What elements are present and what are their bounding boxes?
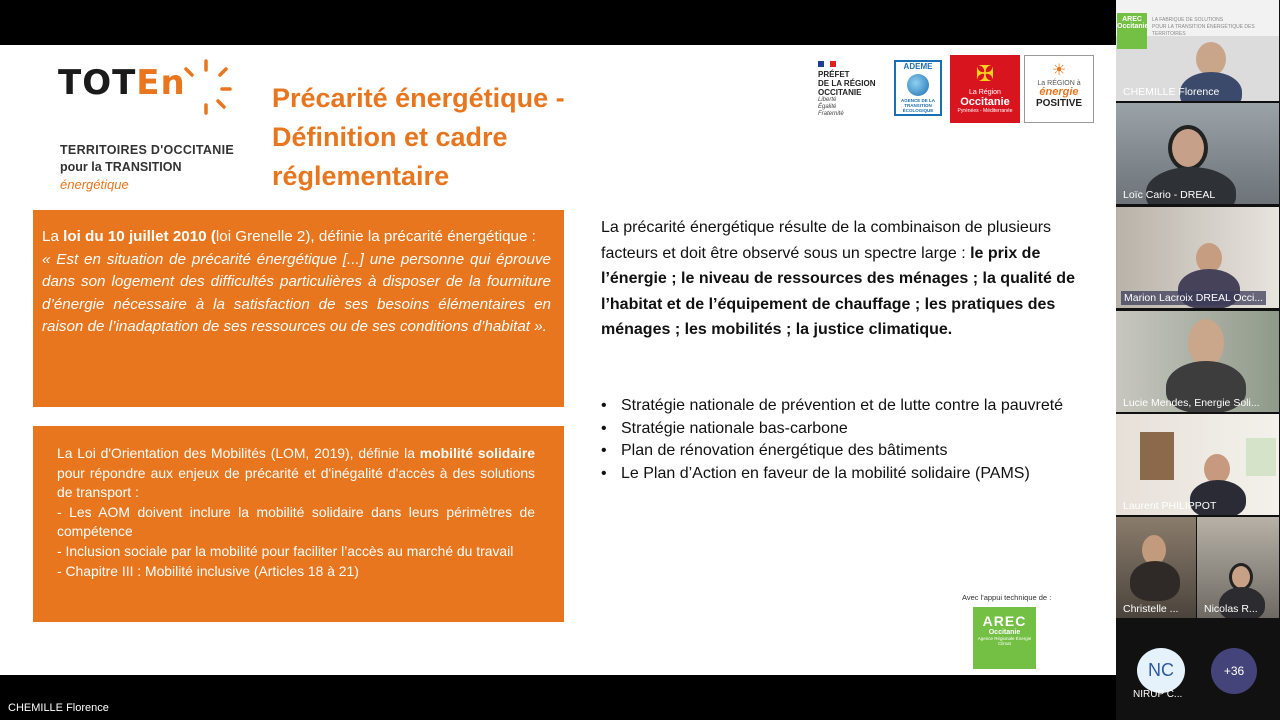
participant-name: Nicolas R... [1204,603,1258,615]
participant-video [1168,125,1208,171]
participant-tile[interactable] [1116,414,1279,515]
participant-video [1130,561,1180,601]
definition-text: La précarité énergétique résulte de la combinaison de plusieurs facteurs et doit être observé sous un spectre large : [601,219,1052,262]
occitanie-top: La Région [969,89,1001,96]
law-2010-box [33,210,564,407]
prefet-motto: Liberté [818,97,837,103]
tile-header [1116,0,1279,36]
participant-tile[interactable] [1116,103,1279,204]
logo-word-tot: TOT [58,63,137,103]
shared-slide [0,45,1116,675]
globe-icon [907,74,929,96]
box1-intro-rest: loi Grenelle 2), définie la précarité énergétique : [215,228,536,245]
prefet-line: PRÉFET [818,70,850,79]
tile-header-line: POUR LA TRANSITION ÉNERGÉTIQUE DES TERRITOIRES [1152,24,1255,37]
more-participants-button[interactable]: +36 [1211,648,1257,694]
ademe-logo [894,60,942,116]
logo-word [58,63,186,103]
participant-video [1196,42,1226,76]
slide-title [272,79,612,196]
avatar-name: NIRUP C... [1133,689,1183,700]
list-item: • Stratégie nationale bas-carbone [601,418,1071,441]
arec-caption: Avec l'appui technique de : [962,593,1052,602]
ademe-label: ADEME [903,62,933,71]
ademe-sub: AGENCE DE LA TRANSITION ÉCOLOGIQUE [900,98,935,113]
prefet-line: OCCITANIE [818,88,862,97]
occitanie-sub: Pyrénées - Méditerranée [957,108,1013,114]
arec-logo [973,607,1036,669]
occitanie-big: Occitanie [960,96,1010,108]
participant-name: CHEMILLE Florence [1123,86,1220,98]
list-item: • Le Plan d’Action en faveur de la mobilité solidaire (PAMS) [601,463,1071,486]
positive-bottom: POSITIVE [1035,98,1083,109]
title-line: réglementaire [272,161,450,191]
tile-header-text [1152,17,1279,38]
logo-word-en: En [136,63,186,103]
title-line: Définition et cadre [272,122,508,152]
wall-map [1246,438,1276,476]
participant-avatar[interactable]: NC [1137,648,1185,693]
box2-intro-bold: mobilité solidaire [419,445,535,461]
box1-intro: La [42,228,64,245]
list-item: • Stratégie nationale de prévention et de lutte contre la pauvreté [601,395,1071,418]
french-flag-icon [818,61,836,67]
definition-factors: le prix de l’énergie ; le niveau de ressources des ménages ; la qualité de l’habitat et de l’équipement de chauffage ; les pratiques des ménages ; les mobilités ; la justice climatique. [601,244,1075,338]
wall-picture [1140,432,1174,480]
box2-item: - Chapitre III : Mobilité inclusive (Articles 18 à 21) [57,562,359,579]
participant-name: Loïc Cario - DREAL [1123,189,1216,201]
participant-name: Marion Lacroix DREAL Occi... [1121,291,1266,305]
arec-region: Occitanie [988,629,1021,636]
participant-panel[interactable] [1116,0,1280,720]
region-positive-logo [1024,55,1094,123]
tile-header-line: LA FABRIQUE DE SOLUTIONS [1152,17,1224,23]
participant-name: Lucie Mendes, Energie Soli... [1123,397,1260,409]
participant-tile[interactable] [1116,0,1279,101]
strategy-list [601,395,1071,485]
lom-2019-box [33,426,564,622]
arec-tile-logo: AREC Occitanie [1117,13,1147,49]
occitanie-logo [950,55,1020,123]
participant-tile[interactable] [1116,207,1279,308]
sun-icon [176,57,236,117]
participant-tile[interactable] [1116,517,1196,618]
participant-video [1188,319,1224,367]
toten-logo [58,63,186,103]
arec-sub: Agence Régionale Énergie Climat [977,636,1032,646]
positive-top: La RÉGION à [1037,80,1081,87]
arec-name: AREC [982,613,1027,629]
logo-line-1: TERRITOIRES D'OCCITANIE [60,143,235,157]
box2-intro-rest: pour répondre aux enjeux de précarité et d'inégalité d'accès à des solutions de transport : [57,464,535,501]
box2-item: - Les AOM doivent inclure la mobilité solidaire dans leurs périmètres de compétence [57,503,535,540]
box1-intro-bold: loi du 10 juillet 2010 ( [63,228,216,245]
list-item: • Plan de rénovation énergétique des bâtiments [601,440,1071,463]
title-line: Précarité énergétique - [272,83,565,113]
prefet-motto: Fraternité [818,111,844,117]
logo-line-2: pour la TRANSITION [60,160,182,174]
participant-name: Laurent PHILIPPOT [1123,500,1217,512]
sun-icon: ☀ [1051,62,1067,79]
presenter-name: CHEMILLE Florence [8,702,109,714]
logo-line-3: énergétique [60,177,129,192]
prefet-motto: Égalité [818,104,837,110]
prefet-logo [818,61,888,118]
box2-item: - Inclusion sociale par la mobilité pour faciliter l’accès au marché du travail [57,542,514,559]
box1-quote: « Est en situation de précarité énergétique [...] une personne qui éprouve dans son logement des difficultés particulières à disposer de la fourniture d’énergie nécessaire à la satisfaction de ses besoins élémentaires en raison de l’inadaptation de ses ressources ou de ses conditions d’habitat ». [42,250,551,335]
definition-paragraph [601,215,1081,343]
participant-name: Christelle ... [1123,603,1179,615]
prefet-line: DE LA RÉGION [818,79,876,88]
occitan-cross-icon: ✠ [975,61,995,86]
participant-tile[interactable] [1197,517,1279,618]
participant-tile[interactable] [1116,311,1279,412]
box2-intro: La Loi d'Orientation des Mobilités (LOM, 2019), définie la [57,445,420,461]
positive-mid: énergie [1039,86,1079,98]
